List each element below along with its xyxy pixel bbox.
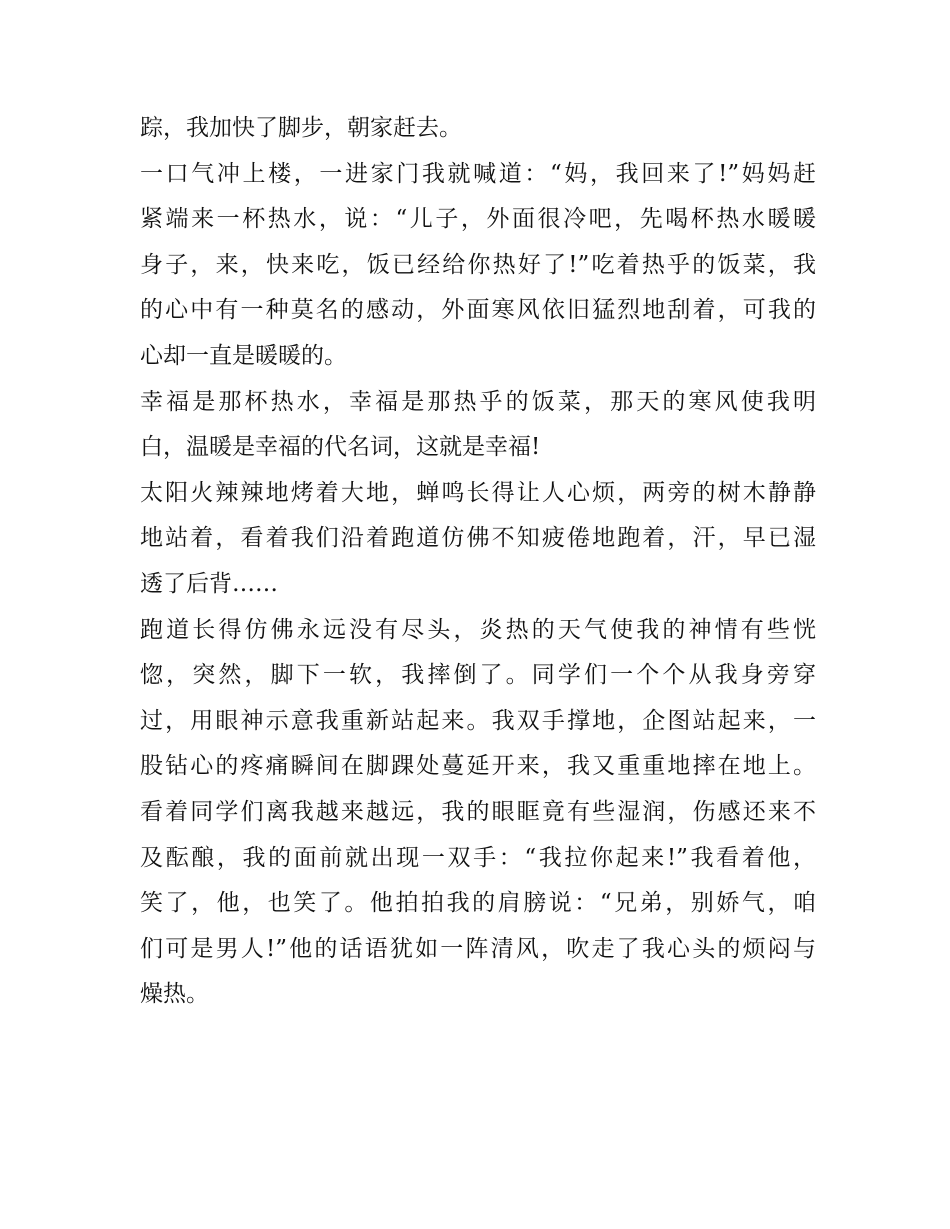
text-line: 及酝酿，我的面前就出现一双手：“我拉你起来!”我看着他， (140, 844, 816, 871)
text-line: 心却一直是暖暖的。 (140, 342, 347, 369)
paragraph (140, 471, 816, 608)
document-body (140, 106, 816, 1018)
text-line: 幸福是那杯热水，幸福是那热乎的饭菜，那天的寒风使我明 (140, 388, 816, 415)
text-line: 跑道长得仿佛永远没有尽头，炎热的天气使我的神情有些恍 (140, 616, 816, 643)
text-line: 地站着，看着我们沿着跑道仿佛不知疲倦地跑着，汗，早已湿 (140, 525, 816, 552)
text-line: 们可是男人!”他的话语犹如一阵清风，吹走了我心头的烦闷与 (140, 935, 816, 962)
text-line: 燥热。 (140, 981, 209, 1008)
text-line: 笑了，他，也笑了。他拍拍我的肩膀说：“兄弟，别娇气，咱 (140, 890, 816, 917)
paragraph (140, 608, 816, 1018)
text-line: 看着同学们离我越来越远，我的眼眶竟有些湿润，伤感还来不 (140, 798, 816, 825)
paragraph (140, 152, 816, 380)
text-line: 过，用眼神示意我重新站起来。我双手撑地，企图站起来，一 (140, 707, 816, 734)
text-line: 紧端来一杯热水，说：“儿子，外面很冷吧，先喝杯热水暖暖 (140, 206, 816, 233)
text-line: 白，温暖是幸福的代名词，这就是幸福! (140, 434, 541, 461)
paragraph (140, 106, 816, 152)
text-line: 太阳火辣辣地烤着大地，蝉鸣长得让人心烦，两旁的树木静静 (140, 479, 816, 506)
text-line: 踪，我加快了脚步，朝家赶去。 (140, 115, 462, 141)
text-line: 身子，来，快来吃，饭已经给你热好了!”吃着热乎的饭菜，我 (140, 251, 816, 278)
text-line: 的心中有一种莫名的感动，外面寒风依旧猛烈地刮着，可我的 (140, 297, 816, 324)
paragraph (140, 380, 816, 471)
text-line: 股钻心的疼痛瞬间在脚踝处蔓延开来，我又重重地摔在地上。 (140, 753, 816, 780)
text-line: 透了后背…… (140, 570, 278, 597)
text-line: 惚，突然，脚下一软，我摔倒了。同学们一个个从我身旁穿 (140, 662, 816, 689)
text-line: 一口气冲上楼，一进家门我就喊道：“妈，我回来了!”妈妈赶 (140, 160, 816, 187)
